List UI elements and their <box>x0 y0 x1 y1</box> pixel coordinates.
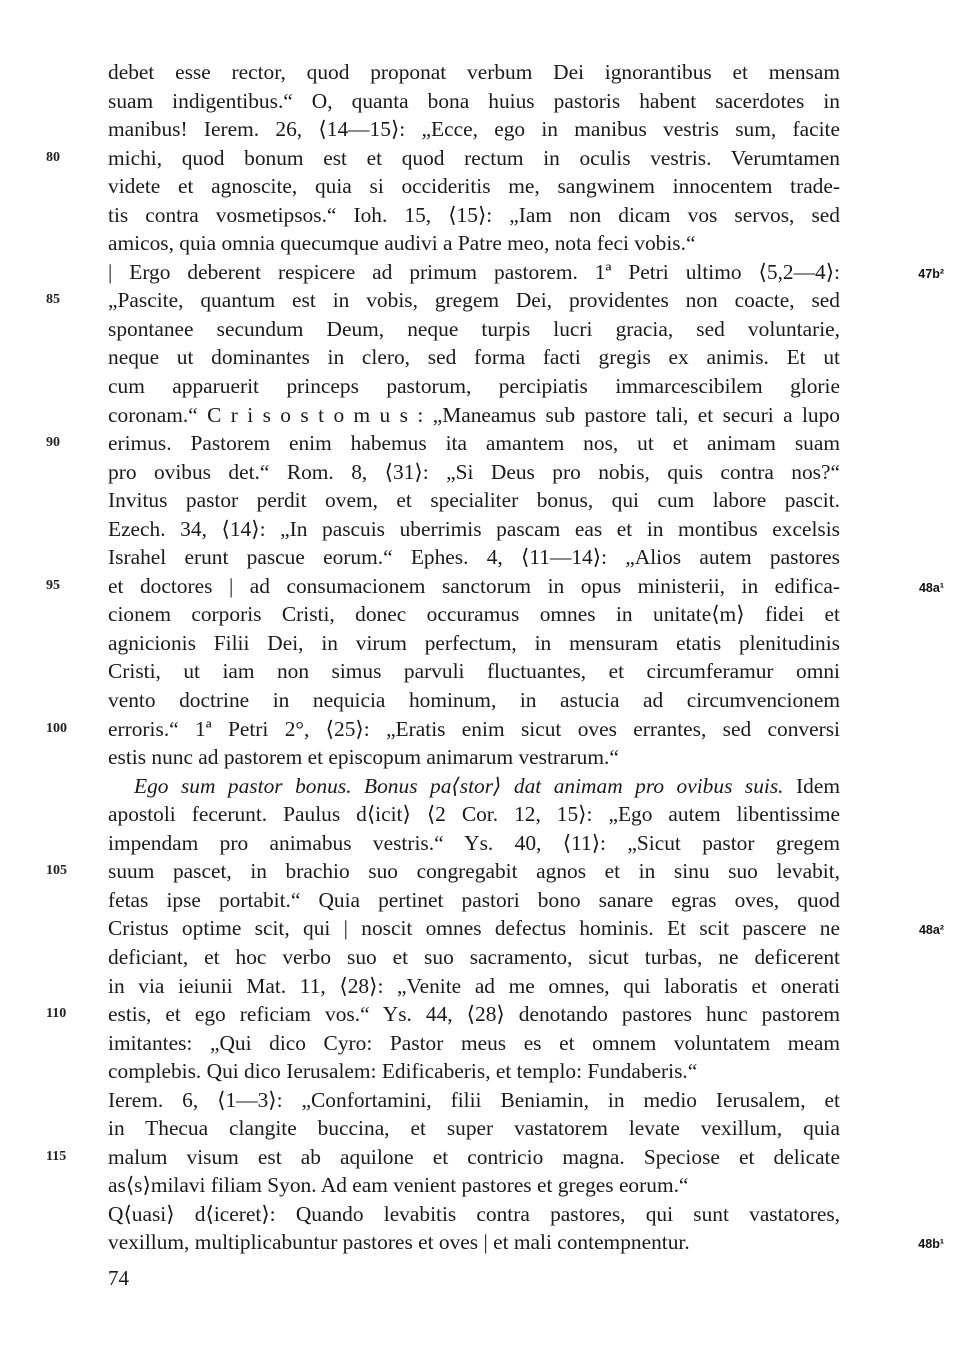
line-text: deficiant, et hoc verbo suo et suo sacramento, sicut turbas, ne deficerent <box>108 944 840 969</box>
text-line <box>108 87 840 116</box>
text-line <box>108 458 840 487</box>
text-line <box>108 886 840 915</box>
line-text: complebis. Qui dico Ierusalem: Edificaberis, et templo: Fundaberis.“ <box>108 1059 698 1084</box>
line-text: erroris.“ 1ª Petri 2°, ⟨25⟩: „Eratis enim sicut oves errantes, sed conversi <box>108 716 840 741</box>
line-number: 90 <box>46 435 60 451</box>
line-text: malum visum est ab aquilone et contricio magna. Speciose et delicate <box>108 1144 840 1169</box>
text-line <box>108 201 840 230</box>
line-text: | Ergo deberent respicere ad primum pastorem. 1ª Petri ultimo ⟨5,2—4⟩: <box>108 259 840 284</box>
line-text: Invitus pastor perdit ovem, et specialiter bonus, qui cum labore pascit. <box>108 488 840 513</box>
text-line <box>108 401 840 430</box>
line-text: „Pascite, quantum est in vobis, gregem Dei, providentes non coacte, sed <box>108 288 840 313</box>
text-line <box>108 829 840 858</box>
folio-reference: 48b¹ <box>918 1237 944 1252</box>
line-text: Cristi, ut iam non simus parvuli fluctuantes, et circumferamur omni <box>108 659 840 684</box>
line-text: estis, et ego reficiam vos.“ Ys. 44, ⟨28⟩ denotando pastores hunc pastorem <box>108 1002 840 1027</box>
text-line <box>108 1057 840 1086</box>
folio-reference: 48a² <box>918 923 944 938</box>
line-number: 115 <box>46 1148 67 1164</box>
line-number: 100 <box>46 720 67 736</box>
text-line <box>108 486 840 515</box>
text-line <box>108 1171 840 1200</box>
text-line <box>108 515 840 544</box>
line-text: erimus. Pastorem enim habemus ita amantem nos, ut et animam suam <box>108 431 840 456</box>
line-text: cum apparuerit princeps pastorum, percipiatis immarcescibilem glorie <box>108 374 840 399</box>
line-text: fetas ipse portabit.“ Quia pertinet pastori bono sanare egras oves, quod <box>108 887 840 912</box>
text-line <box>108 1086 840 1115</box>
line-text: imitantes: „Qui dico Cyro: Pastor meus es et omnem voluntatem meam <box>108 1030 840 1055</box>
text-line <box>108 772 840 801</box>
text-line <box>108 914 944 943</box>
line-text: Ezech. 34, ⟨14⟩: „In pascuis uberrimis pascam eas et in montibus excelsis <box>108 516 840 541</box>
folio-reference: 48a¹ <box>918 580 944 595</box>
line-text: neque ut dominantes in clero, sed forma facti gregis ex animis. Et ut <box>108 345 840 370</box>
text-line <box>108 1228 944 1257</box>
text-line <box>108 1029 840 1058</box>
line-text: tis contra vosmetipsos.“ Ioh. 15, ⟨15⟩: „Iam non dicam vos servos, sed <box>108 202 840 227</box>
text-line <box>108 115 840 144</box>
line-text: coronam.“ C r i s o s t o m u s : „Maneamus sub pastore tali, et securi a lupo <box>108 402 840 427</box>
text-line <box>108 229 840 258</box>
text-line <box>108 258 944 287</box>
text-line <box>108 543 840 572</box>
line-number: 105 <box>46 863 67 879</box>
line-text: spontanee secundum Deum, neque turpis lucri gracia, sed voluntarie, <box>108 316 840 341</box>
line-text: in via ieiunii Mat. 11, ⟨28⟩: „Venite ad me omnes, qui laboratis et onerati <box>108 973 840 998</box>
line-text: vento doctrine in nequicia hominum, in astucia ad circumvencionem <box>108 688 840 713</box>
text-line <box>108 58 840 87</box>
line-text: suum pascet, in brachio suo congregabit agnos et in sinu suo levabit, <box>108 859 840 884</box>
line-text: debet esse rector, quod proponat verbum Dei ignorantibus et mensam <box>108 60 840 84</box>
text-line <box>108 972 840 1001</box>
line-text: pro ovibus det.“ Rom. 8, ⟨31⟩: „Si Deus pro nobis, quis contra nos?“ <box>108 459 840 484</box>
line-text: Ierem. 6, ⟨1—3⟩: „Confortamini, filii Beniamin, in medio Ierusalem, et <box>108 1087 840 1112</box>
text-line <box>46 429 840 458</box>
line-text: Q⟨uasi⟩ d⟨iceret⟩: Quando levabitis contra pastores, qui sunt vastatores, <box>108 1201 840 1226</box>
text-line <box>46 572 944 601</box>
text-line <box>46 1143 840 1172</box>
text-line <box>108 372 840 401</box>
text-line <box>108 743 840 772</box>
line-number: 95 <box>46 577 60 593</box>
line-text: cionem corporis Cristi, donec occuramus omnes in unitate⟨m⟩ fidei et <box>108 602 840 627</box>
line-text: videte et agnoscite, quia si occideritis me, sangwinem innocentem trade- <box>108 174 840 199</box>
line-number: 110 <box>46 1006 67 1022</box>
line-text: estis nunc ad pastorem et episcopum animarum vestrarum.“ <box>108 745 619 770</box>
line-text: michi, quod bonum est et quod rectum in oculis vestris. Verumtamen <box>108 145 840 170</box>
text-line <box>108 629 840 658</box>
text-line <box>108 943 840 972</box>
line-text: agnicionis Filii Dei, in virum perfectum, in mensuram etatis plenitudinis <box>108 630 840 655</box>
text-line <box>108 800 840 829</box>
line-text: amicos, quia omnia quecumque audivi a Patre meo, nota feci vobis.“ <box>108 231 696 256</box>
text-line <box>108 1114 840 1143</box>
line-text: in Thecua clangite buccina, et super vastatorem levate vexillum, quia <box>108 1116 840 1141</box>
text-line <box>108 600 840 629</box>
text-line <box>46 715 840 744</box>
line-number: 80 <box>46 149 60 165</box>
line-text: Cristus optime scit, qui | noscit omnes defectus hominis. Et scit pascere ne <box>108 916 840 941</box>
italic-lemma: Ego sum pastor bonus. Bonus pa⟨stor⟩ dat animam pro ovibus suis. <box>134 773 784 798</box>
line-number: 85 <box>46 292 60 308</box>
text-line <box>46 144 840 173</box>
text-line <box>46 1000 840 1029</box>
line-text: Idem <box>783 773 840 798</box>
text-line <box>108 1200 840 1229</box>
text-line <box>108 686 840 715</box>
text-line <box>46 857 840 886</box>
main-text-block <box>46 58 944 1257</box>
line-text: et doctores | ad consumacionem sanctorum in opus ministerii, in edifica- <box>108 573 840 598</box>
line-text: Israhel erunt pascue eorum.“ Ephes. 4, ⟨11—14⟩: „Alios autem pastores <box>108 545 840 570</box>
text-line <box>46 286 840 315</box>
folio-reference: 47b² <box>918 266 944 281</box>
text-line <box>108 172 840 201</box>
line-text: apostoli fecerunt. Paulus d⟨icit⟩ ⟨2 Cor. 12, 15⟩: „Ego autem libentissime <box>108 802 840 827</box>
line-text: suam indigentibus.“ O, quanta bona huius pastoris habent sacerdotes in <box>108 88 840 113</box>
text-line <box>108 315 840 344</box>
page-number: 74 <box>108 1266 129 1290</box>
text-line <box>108 343 840 372</box>
line-text: as⟨s⟩milavi filiam Syon. Ad eam venient pastores et greges eorum.“ <box>108 1173 689 1198</box>
line-text: manibus! Ierem. 26, ⟨14—15⟩: „Ecce, ego in manibus vestris sum, facite <box>108 117 840 142</box>
line-text: vexillum, multiplicabuntur pastores et oves | et mali contempnentur. <box>108 1230 690 1255</box>
text-line <box>108 657 840 686</box>
line-text: impendam pro animabus vestris.“ Ys. 40, ⟨11⟩: „Sicut pastor gregem <box>108 830 840 855</box>
